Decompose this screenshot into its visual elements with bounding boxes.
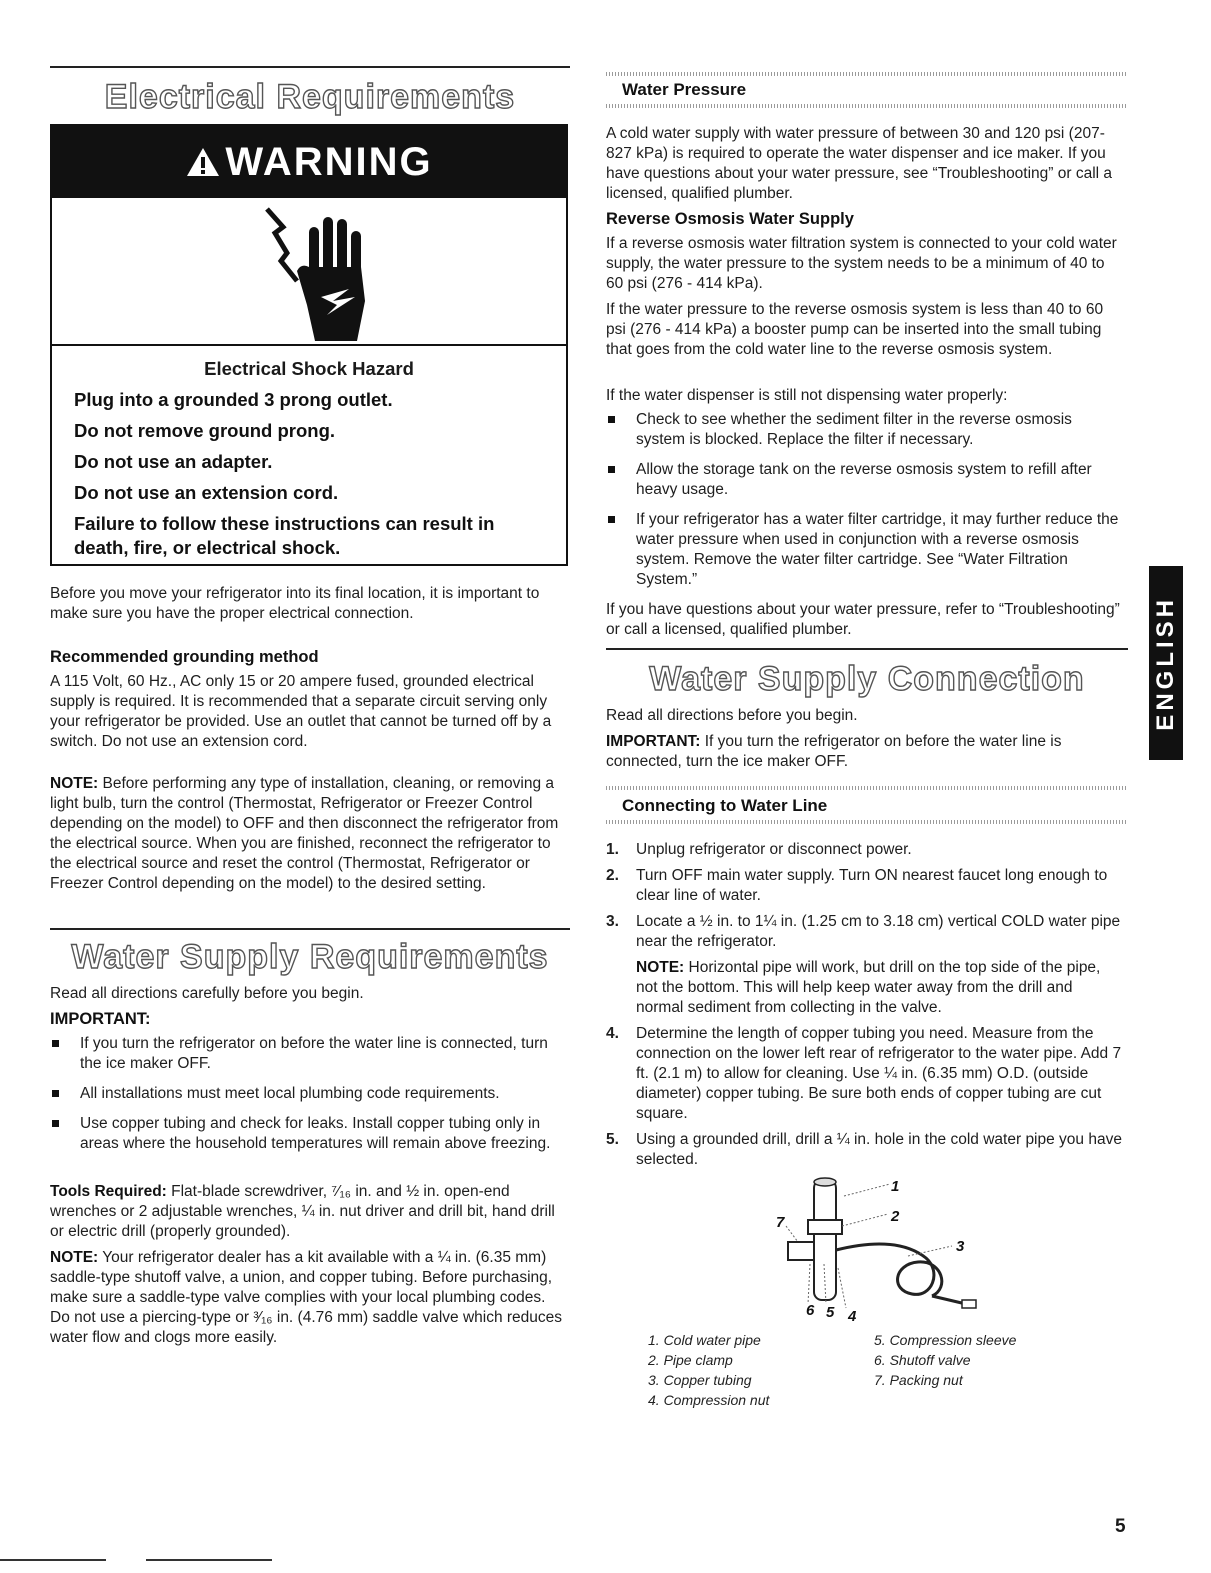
ro-paragraph-3: If the water dispenser is still not dispensing water properly: — [606, 387, 1008, 404]
step-number: 3. — [606, 913, 619, 930]
legend-item: 2. Pipe clamp — [648, 1352, 733, 1368]
grounding-text: A 115 Volt, 60 Hz., AC only 15 or 20 ampere fused, grounded electrical supply is required. It is recommended that a separate circuit serving only your refrigerator be provided. Use an outlet that cannot be turned off by a switch. Do not use an extension cord. — [50, 673, 552, 750]
step3-note-label: NOTE: — [636, 959, 685, 976]
step3-note-text: Horizontal pipe will work, but drill on the top side of the pipe, not the bottom. This will help keep water away from the drill and normal sediment from collecting in the valve. — [636, 959, 1101, 1016]
step-item — [606, 840, 1124, 860]
ro-paragraph-1: If a reverse osmosis water filtration system is connected to your cold water supply, the water pressure to the system needs to be a minimum of 40 to 60 psi (276 - 414 kPa). — [606, 235, 1117, 292]
step-text: Locate a ½ in. to 1¼ in. (1.25 cm to 3.18 cm) vertical COLD water pipe near the refrigerator. — [636, 913, 1121, 950]
steps-list — [606, 840, 1124, 1170]
ro-paragraph-2: If the water pressure to the reverse osmosis system is less than 40 to 60 psi (276 - 414 kPa) a booster pump can be inserted into the small tubing that goes from the cold water line to the reverse osmosis system. — [606, 301, 1104, 358]
figure-legend-right — [874, 1330, 1016, 1390]
list-item: All installations must meet local plumbing code requirements. — [50, 1084, 570, 1104]
connecting-heading: Connecting to Water Line — [622, 796, 828, 815]
footer-mark — [146, 1559, 272, 1561]
step-number: 5. — [606, 1131, 619, 1148]
step-item — [606, 1024, 1124, 1124]
list-item: If you turn the refrigerator on before the water line is connected, turn the ice maker OFF. — [50, 1034, 570, 1074]
figure-callout: 1 — [891, 1178, 900, 1195]
conn-important-label: IMPORTANT: — [606, 733, 701, 750]
page-number: 5 — [1115, 1516, 1126, 1537]
water-supply-requirements-title: Water Supply Requirements — [71, 938, 549, 976]
conn-important-text: If you turn the refrigerator on before the water line is connected, turn the ice maker OFF. — [606, 733, 1062, 770]
hazard-title: Electrical Shock Hazard — [204, 358, 414, 379]
warning-line: Do not remove ground prong. — [74, 420, 336, 441]
list-item: Use copper tubing and check for leaks. Install copper tubing only in areas where the household temperatures will remain above freezing. — [50, 1114, 570, 1154]
rule-water-req — [50, 928, 570, 930]
warning-line: Do not use an adapter. — [74, 451, 273, 472]
note-text: Before performing any type of installation, cleaning, or removing a light bulb, turn the control (Thermostat, Refrigerator or Freezer Control depending on the model) to OFF and then disconnect the refrigerator from the electrical source. When you are finished, reconnect the refrigerator to the electrical source and reset the control (Thermostat, Refrigerator or Freezer Control depending on the model) to the desired setting. — [50, 775, 559, 892]
language-side-tab — [1149, 566, 1183, 760]
water-pressure-heading: Water Pressure — [622, 80, 747, 99]
electric-shock-hand-icon — [257, 201, 427, 343]
tools-label: Tools Required: — [50, 1183, 167, 1200]
kit-note — [50, 1248, 567, 1348]
legend-item: 7. Packing nut — [874, 1372, 963, 1388]
hatch-rule — [606, 786, 1128, 790]
figure-callout: 3 — [956, 1238, 965, 1255]
language-tab-label: ENGLISH — [1152, 595, 1179, 731]
warning-line: Failure to follow these instructions can result in death, fire, or electrical shock. — [74, 513, 495, 558]
note2-label: NOTE: — [50, 1249, 99, 1266]
legend-item: 4. Compression nut — [648, 1392, 770, 1408]
reverse-osmosis-heading: Reverse Osmosis Water Supply — [606, 210, 854, 228]
rule-water-conn — [606, 648, 1128, 650]
hatch-rule — [606, 104, 1128, 108]
ro-bullet-list — [606, 410, 1124, 590]
hatch-rule — [606, 820, 1128, 824]
conn-important — [606, 732, 1124, 772]
warning-triangle-icon — [185, 146, 221, 178]
electrical-note — [50, 774, 565, 894]
warning-lines — [74, 388, 544, 567]
step-item — [606, 912, 1124, 1018]
list-item: Allow the storage tank on the reverse osmosis system to refill after heavy usage. — [606, 460, 1124, 500]
warning-line: Do not use an extension cord. — [74, 482, 339, 503]
ro-paragraph-4: If you have questions about your water pressure, refer to “Troubleshooting” or call a licensed, qualified plumber. — [606, 601, 1120, 638]
hatch-rule — [606, 72, 1128, 76]
warning-box — [50, 124, 568, 566]
step3-note — [636, 958, 1124, 1018]
warning-line: Plug into a grounded 3 prong outlet. — [74, 389, 393, 410]
important-bullet-list — [50, 1034, 570, 1154]
legend-item: 6. Shutoff valve — [874, 1352, 971, 1368]
step-number: 4. — [606, 1025, 619, 1042]
list-item: Check to see whether the sediment filter in the reverse osmosis system is blocked. Replace the filter if necessary. — [606, 410, 1124, 450]
figure-callout: 4 — [848, 1308, 857, 1325]
step-item — [606, 866, 1124, 906]
top-rule-left — [50, 66, 570, 68]
figure-callout: 5 — [826, 1304, 835, 1321]
grounding-heading: Recommended grounding method — [50, 648, 319, 666]
note2-text: Your refrigerator dealer has a kit available with a ¼ in. (6.35 mm) saddle-type shutoff valve, a union, and copper tubing. Before purchasing, make sure a saddle-type valve complies with your local plumbing codes. Do not use a piercing-type or ³⁄₁₆ in. (4.76 mm) saddle valve which reduces water flow and clogs more easily. — [50, 1249, 563, 1346]
warning-bar — [52, 126, 566, 198]
warning-label: WARNING — [225, 139, 433, 184]
note-label: NOTE: — [50, 775, 99, 792]
step-item — [606, 1130, 1124, 1170]
important-label: IMPORTANT: — [50, 1010, 151, 1028]
water-req-intro: Read all directions carefully before you begin. — [50, 985, 364, 1002]
step-text: Using a grounded drill, drill a ¼ in. hole in the cold water pipe you have selected. — [636, 1131, 1122, 1168]
step-text: Unplug refrigerator or disconnect power. — [636, 841, 912, 858]
step-number: 1. — [606, 841, 619, 858]
footer-mark — [0, 1559, 106, 1561]
water-pressure-text: A cold water supply with water pressure of between 30 and 120 psi (207-827 kPa) is required to operate the water dispenser and ice maker. If you have questions about your water pressure, see “Troubleshooting” or call a licensed, qualified plumber. — [606, 125, 1113, 202]
figure-callout: 7 — [776, 1214, 785, 1231]
tools-text: Flat-blade screwdriver, ⁷⁄₁₆ in. and ½ in. open-end wrenches or 2 adjustable wrenches, ¼ in. nut driver and drill bit, hand drill or electric drill (properly grounded). — [50, 1183, 555, 1240]
electrical-requirements-title: Electrical Requirements — [104, 78, 516, 116]
step-text: Turn OFF main water supply. Turn ON nearest faucet long enough to clear line of water. — [636, 867, 1108, 904]
step-number: 2. — [606, 867, 619, 884]
water-supply-connection-title: Water Supply Connection — [649, 660, 1085, 698]
figure-legend-left — [648, 1330, 769, 1410]
conn-intro: Read all directions before you begin. — [606, 707, 858, 724]
figure-callout: 6 — [806, 1302, 815, 1319]
legend-item: 3. Copper tubing — [648, 1372, 752, 1388]
figure-callout: 2 — [891, 1208, 900, 1225]
legend-item: 1. Cold water pipe — [648, 1332, 761, 1348]
warning-divider — [52, 344, 566, 346]
list-item: If your refrigerator has a water filter cartridge, it may further reduce the water pressure when used in conjunction with a reverse osmosis system. Remove the water filter cartridge. See “Water Filtration System.” — [606, 510, 1124, 590]
electrical-intro: Before you move your refrigerator into its final location, it is important to make sure you have the proper electrical connection. — [50, 585, 540, 622]
step-text: Determine the length of copper tubing you need. Measure from the connection on the lower left rear of refrigerator to the water pipe. Add 7 ft. (2.1 m) to allow for cleaning. Use ¼ in. (6.35 mm) O.D. (outside diameter) copper tubing. Be sure both ends of copper tubing are cut square. — [636, 1025, 1122, 1122]
tools-required — [50, 1182, 565, 1242]
legend-item: 5. Compression sleeve — [874, 1332, 1017, 1348]
